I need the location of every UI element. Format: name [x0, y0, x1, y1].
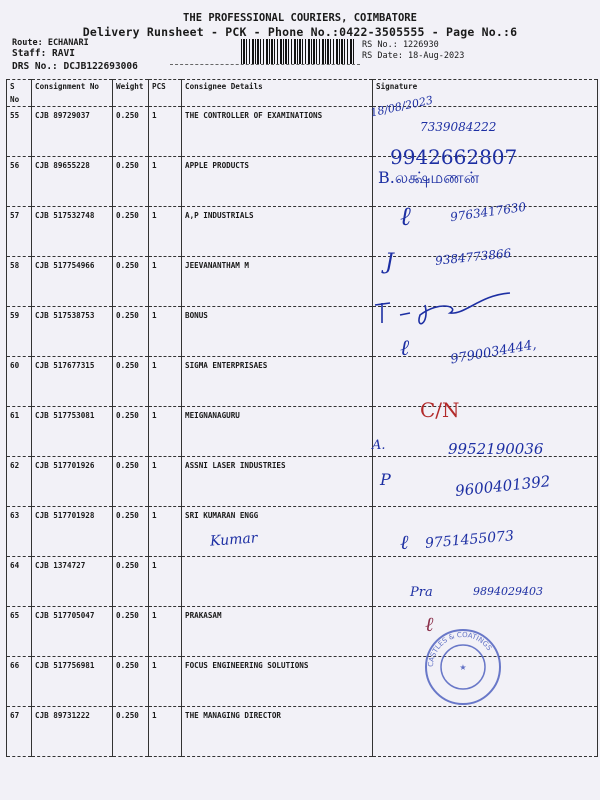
cell-pcs: 1	[149, 707, 182, 757]
cell-weight: 0.250	[113, 407, 149, 457]
cell-sno: 65	[7, 607, 32, 657]
handwritten-phone: 9600401392	[454, 472, 552, 500]
cell-weight: 0.250	[113, 457, 149, 507]
cell-consignee: SIGMA ENTERPRISAES	[182, 357, 373, 407]
cell-sno: 61	[7, 407, 32, 457]
signature-scribble: ℓ	[400, 336, 410, 361]
drs-number: DRS No.: DCJB122693006	[12, 61, 138, 72]
cell-consignment: CJB 517753081	[32, 407, 113, 457]
svg-text:CASTLES & COATINGS: CASTLES & COATINGS	[426, 630, 494, 668]
company-title: THE PROFESSIONAL COURIERS, COIMBATORE	[183, 12, 417, 24]
cell-consignment: CJB 517756981	[32, 657, 113, 707]
signature-scribble: P	[380, 470, 391, 489]
cell-weight: 0.250	[113, 607, 149, 657]
cell-sno: 60	[7, 357, 32, 407]
table-row	[7, 607, 598, 657]
col-weight: Weight	[113, 80, 149, 107]
cell-sno: 63	[7, 507, 32, 557]
cell-weight: 0.250	[113, 257, 149, 307]
rs-date: RS Date: 18-Aug-2023	[362, 51, 465, 61]
staff-label: Staff: RAVI	[12, 48, 75, 59]
cell-sno: 62	[7, 457, 32, 507]
cell-consignee: A,P INDUSTRIALS	[182, 207, 373, 257]
runsheet-table	[6, 79, 598, 757]
table-row	[7, 357, 598, 407]
signature-scribble: ℓ	[400, 530, 409, 554]
handwritten-name: Kumar	[209, 530, 258, 550]
col-pcs: PCS	[149, 80, 182, 107]
handwritten-name: B.லக்ஷ்மணன்	[378, 168, 480, 187]
company-stamp	[423, 627, 503, 707]
cell-pcs: 1	[149, 257, 182, 307]
rs-number: RS No.: 1226930	[362, 40, 439, 50]
divider	[170, 64, 360, 65]
handwritten-phone: 9751455073	[424, 528, 515, 552]
cell-weight: 0.250	[113, 207, 149, 257]
table-row	[7, 657, 598, 707]
cell-consignee: JEEVANANTHAM M	[182, 257, 373, 307]
cell-weight: 0.250	[113, 307, 149, 357]
cell-pcs: 1	[149, 357, 182, 407]
cell-consignment: CJB 517677315	[32, 357, 113, 407]
cell-sno: 59	[7, 307, 32, 357]
handwritten-phone: 9894029403	[473, 585, 543, 598]
route-label: Route: ECHANARI	[12, 38, 89, 48]
cell-consignment: CJB 517754966	[32, 257, 113, 307]
cell-consignee: MEIGNANAGURU	[182, 407, 373, 457]
cell-weight: 0.250	[113, 107, 149, 157]
cell-pcs: 1	[149, 657, 182, 707]
cell-signature	[373, 707, 598, 757]
handwritten-phone: 9952190036	[448, 440, 544, 458]
cell-pcs: 1	[149, 557, 182, 607]
svg-text:★: ★	[459, 663, 467, 672]
cell-weight: 0.250	[113, 707, 149, 757]
cell-sno: 64	[7, 557, 32, 607]
handwritten-date: 18/08/2023	[369, 93, 435, 120]
cell-sno: 56	[7, 157, 32, 207]
signature-scribble	[370, 285, 520, 330]
cell-consignment: CJB 517538753	[32, 307, 113, 357]
cell-consignee: APPLE PRODUCTS	[182, 157, 373, 207]
cell-consignee: ASSNI LASER INDUSTRIES	[182, 457, 373, 507]
col-consignee: Consignee Details	[182, 80, 373, 107]
cell-sno: 67	[7, 707, 32, 757]
cell-sno: 58	[7, 257, 32, 307]
cell-pcs: 1	[149, 157, 182, 207]
signature-scribble: Pra	[410, 585, 433, 600]
cell-consignment: CJB 517705047	[32, 607, 113, 657]
cell-weight: 0.250	[113, 157, 149, 207]
cell-consignee: PRAKASAM	[182, 607, 373, 657]
cell-consignment: CJB 89655228	[32, 157, 113, 207]
cell-consignment: CJB 517532748	[32, 207, 113, 257]
cell-weight: 0.250	[113, 657, 149, 707]
col-consignment: Consignment No	[32, 80, 113, 107]
cell-consignment: CJB 1374727	[32, 557, 113, 607]
cell-consignment: CJB 517701928	[32, 507, 113, 557]
table-header-row	[7, 80, 598, 107]
table-row	[7, 557, 598, 607]
signature-scribble: ℓ	[400, 202, 411, 232]
cell-pcs: 1	[149, 307, 182, 357]
handwritten-phone: 9384773866	[434, 246, 512, 268]
cell-pcs: 1	[149, 407, 182, 457]
handwritten-note: C/N	[420, 398, 460, 422]
cell-pcs: 1	[149, 107, 182, 157]
barcode	[241, 39, 355, 64]
cell-consignee: THE MANAGING DIRECTOR	[182, 707, 373, 757]
cell-signature	[373, 357, 598, 407]
runsheet-title: Delivery Runsheet - PCK - Phone No.:0422-3505555 - Page No.:6	[82, 25, 518, 39]
cell-consignment: CJB 89731222	[32, 707, 113, 757]
cell-weight: 0.250	[113, 557, 149, 607]
cell-pcs: 1	[149, 607, 182, 657]
cell-consignee: SRI KUMARAN ENGG	[182, 507, 373, 557]
handwritten-phone: 9790034444,	[449, 337, 538, 368]
cell-consignee: FOCUS ENGINEERING SOLUTIONS	[182, 657, 373, 707]
cell-pcs: 1	[149, 207, 182, 257]
handwritten-phone: 9763417630	[449, 199, 527, 225]
cell-consignee: THE CONTROLLER OF EXAMINATIONS	[182, 107, 373, 157]
handwritten-phone: 9942662807	[390, 145, 518, 169]
cell-weight: 0.250	[113, 507, 149, 557]
cell-weight: 0.250	[113, 357, 149, 407]
cell-consignee	[182, 557, 373, 607]
cell-signature	[373, 557, 598, 607]
signature-scribble: ℓ	[425, 612, 434, 636]
handwritten-phone: 7339084222	[420, 120, 497, 134]
cell-consignment: CJB 89729037	[32, 107, 113, 157]
cell-sno: 57	[7, 207, 32, 257]
col-sno: S No	[7, 80, 32, 107]
cell-sno: 66	[7, 657, 32, 707]
cell-sno: 55	[7, 107, 32, 157]
cell-consignee: BONUS	[182, 307, 373, 357]
signature-scribble: A.	[372, 438, 386, 453]
col-signature: Signature	[373, 80, 598, 107]
signature-scribble: J	[385, 250, 394, 275]
cell-pcs: 1	[149, 507, 182, 557]
cell-pcs: 1	[149, 457, 182, 507]
cell-consignment: CJB 517701926	[32, 457, 113, 507]
table-row	[7, 707, 598, 757]
